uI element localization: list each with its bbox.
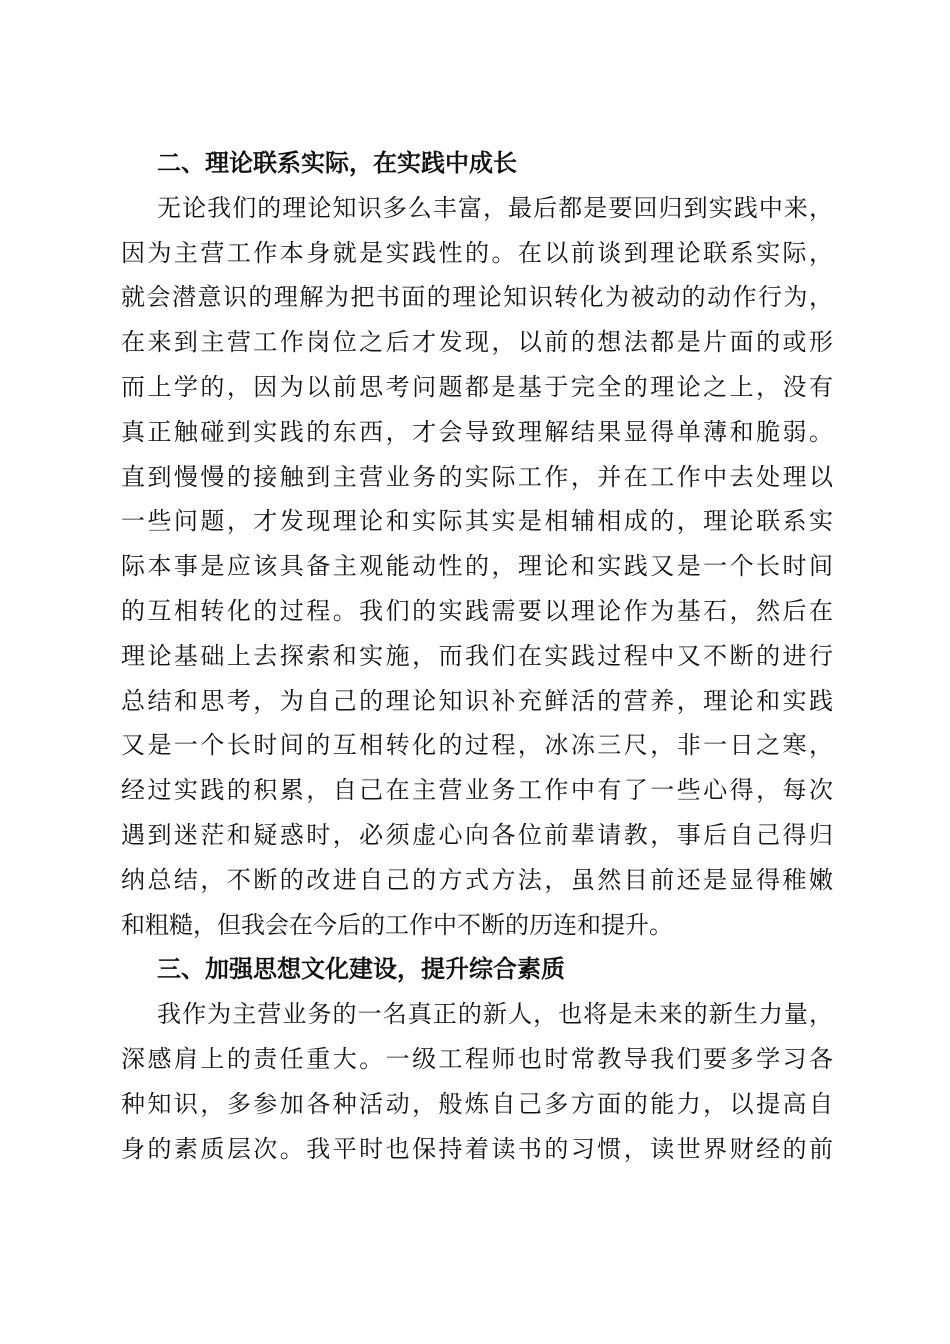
paragraph-line: 而上学的，因为以前思考问题都是基于完全的理论之上，没有 xyxy=(121,372,833,401)
paragraph-line: 遇到迷茫和疑惑时，必须虚心向各位前辈请教，事后自己得归 xyxy=(121,820,833,849)
section-heading: 二、理论联系实际，在实践中成长 xyxy=(157,149,517,177)
paragraph-line: 我作为主营业务的一名真正的新人，也将是未来的新生力量， xyxy=(157,1000,833,1029)
paragraph-line: 就会潜意识的理解为把书面的理论知识转化为被动的动作行为， xyxy=(121,283,833,312)
paragraph-line: 纳总结，不断的改进自己的方式方法，虽然目前还是显得稚嫩 xyxy=(121,865,833,894)
section-heading: 三、加强思想文化建设，提升综合素质 xyxy=(157,955,565,984)
body-paragraph xyxy=(121,186,833,948)
paragraph-line: 在来到主营工作岗位之后才发现，以前的想法都是片面的或形 xyxy=(121,328,833,357)
paragraph-line: 经过实践的积累，自己在主营业务工作中有了一些心得，每次 xyxy=(121,776,833,805)
document-body xyxy=(121,141,833,1171)
paragraph-line: 无论我们的理论知识多么丰富，最后都是要回归到实践中来， xyxy=(157,193,833,222)
paragraph-line: 种知识，多参加各种活动，般炼自己多方面的能力，以提高自 xyxy=(121,1089,833,1118)
paragraph-line: 因为主营工作本身就是实践性的。在以前谈到理论联系实际， xyxy=(121,238,833,267)
paragraph-line: 深感肩上的责任重大。一级工程师也时常教导我们要多学习各 xyxy=(121,1044,833,1073)
paragraph-line: 真正触碰到实践的东西，才会导致理解结果显得单薄和脆弱。 xyxy=(121,417,833,446)
body-paragraph xyxy=(121,992,833,1171)
paragraph-line: 又是一个长时间的互相转化的过程，冰冻三尺，非一日之寒， xyxy=(121,731,833,760)
paragraph-line: 总结和思考，为自己的理论知识补充鲜活的营养，理论和实践 xyxy=(121,686,833,715)
paragraph-line: 理论基础上去探索和实施，而我们在实践过程中又不断的进行 xyxy=(121,641,833,670)
paragraph-line: 际本事是应该具备主观能动性的，理论和实践又是一个长时间 xyxy=(121,552,833,581)
paragraph-line: 身的素质层次。我平时也保持着读书的习惯，读世界财经的前 xyxy=(121,1134,833,1163)
paragraph-line: 和粗糙，但我会在今后的工作中不断的历连和提升。 xyxy=(121,910,673,939)
paragraph-line: 一些问题，才发现理论和实际其实是相辅相成的，理论联系实 xyxy=(121,507,833,536)
paragraph-line: 直到慢慢的接触到主营业务的实际工作，并在工作中去处理以 xyxy=(121,462,833,491)
paragraph-line: 的互相转化的过程。我们的实践需要以理论作为基石，然后在 xyxy=(121,596,833,625)
